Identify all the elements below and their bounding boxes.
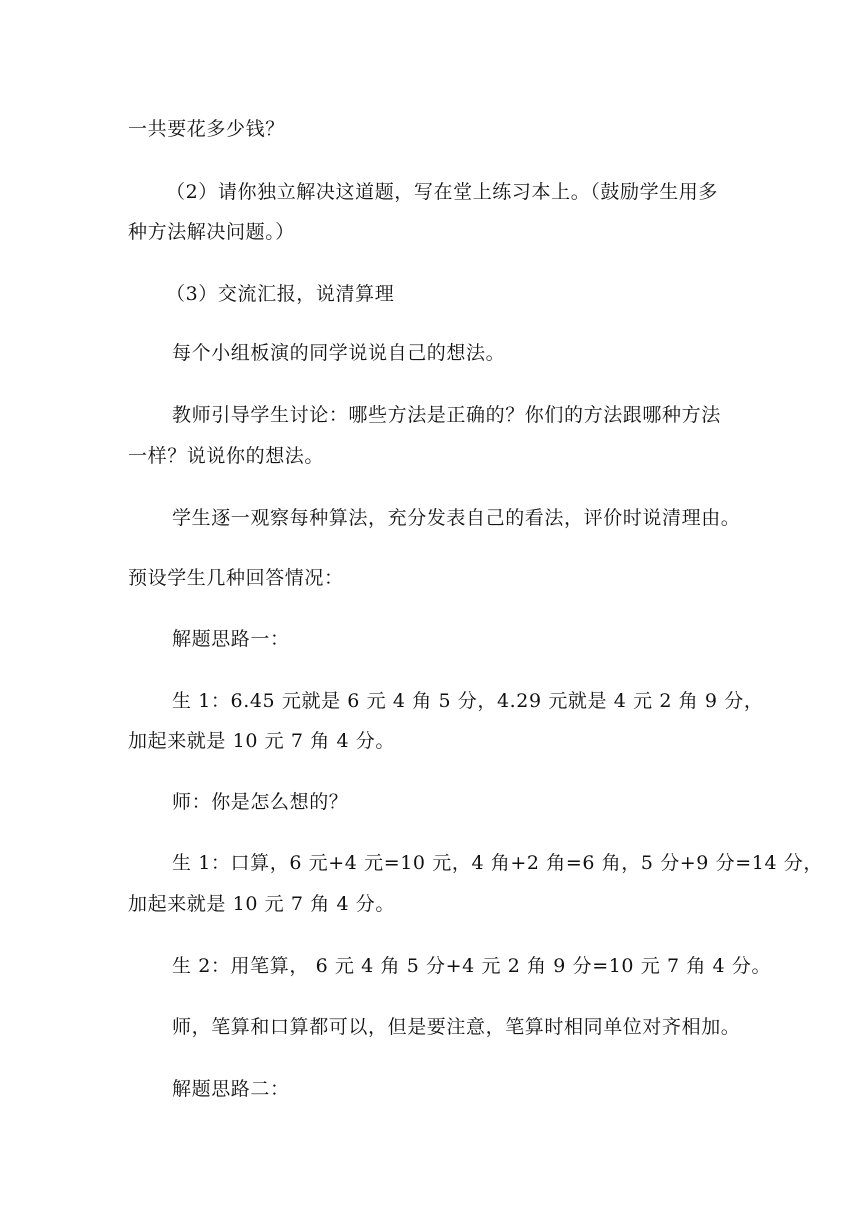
text-line: 生 1：口算，6 元+4 元=10 元，4 角+2 角=6 角，5 分+9 分=14 分， [172, 852, 823, 874]
text-line: 加起来就是 10 元 7 角 4 分。 [128, 730, 395, 752]
text-line: （2）请你独立解决这道题，写在堂上练习本上。（鼓励学生用多 [166, 181, 718, 203]
text-line: 生 2：用笔算， 6 元 4 角 5 分+4 元 2 角 9 分=10 元 7 角 4 分。 [172, 955, 772, 977]
text-line: 师，笔算和口算都可以，但是要注意，笔算时相同单位对齐相加。 [172, 1016, 741, 1038]
text-line: 预设学生几种回答情况： [128, 567, 344, 589]
text-line: 每个小组板演的同学说说自己的想法。 [172, 342, 506, 364]
text-line: 加起来就是 10 元 7 角 4 分。 [128, 893, 395, 915]
text-line: 生 1：6.45 元就是 6 元 4 角 5 分，4.29 元就是 4 元 2 角 9 分， [172, 690, 764, 712]
text-line: 解题思路二： [172, 1078, 290, 1100]
text-line: （3）交流汇报，说清算理 [166, 283, 395, 305]
text-line: 种方法解决问题。） [128, 221, 295, 243]
text-line: 一共要花多少钱？ [128, 118, 285, 140]
text-line: 教师引导学生讨论：哪些方法是正确的？你们的方法跟哪种方法 [172, 404, 721, 426]
text-line: 解题思路一： [172, 628, 290, 650]
text-line: 一样？说说你的想法。 [128, 445, 325, 467]
text-line: 师：你是怎么想的？ [172, 791, 349, 813]
text-line: 学生逐一观察每种算法，充分发表自己的看法，评价时说清理由。 [172, 507, 741, 529]
